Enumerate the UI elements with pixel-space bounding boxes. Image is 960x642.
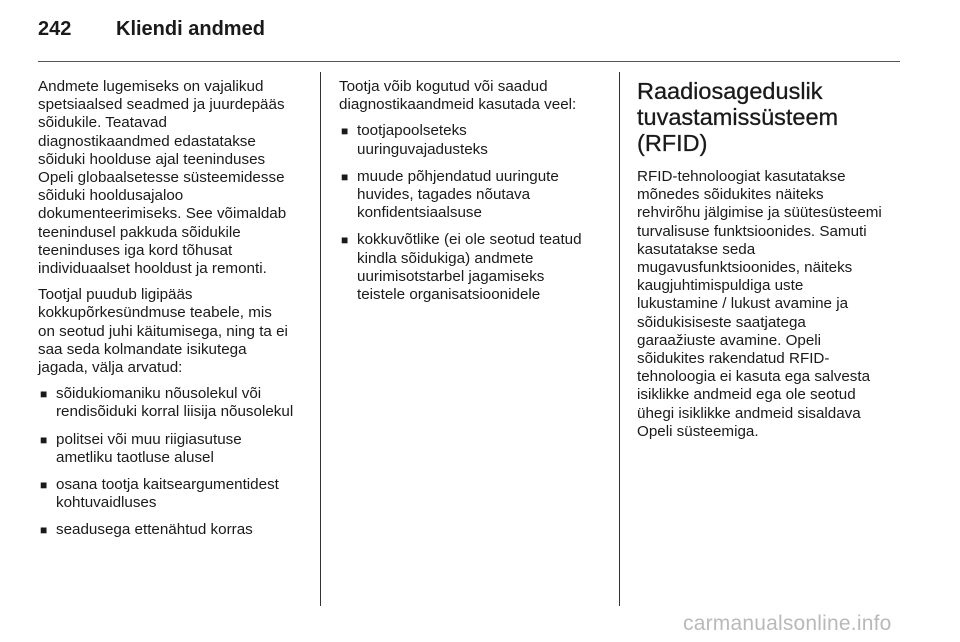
paragraph-diagnostics bbox=[38, 78, 306, 278]
text-line: mugavusfunktsioonides, näiteks bbox=[637, 259, 853, 277]
list-item bbox=[38, 431, 306, 467]
list-item-text bbox=[56, 521, 253, 538]
bullet-icon: ■ bbox=[341, 169, 349, 184]
list-item bbox=[38, 385, 306, 421]
column-1 bbox=[38, 78, 306, 549]
list-item bbox=[339, 168, 607, 223]
list-item bbox=[38, 521, 306, 539]
text-line: diagnostikaandmeid kasutada veel: bbox=[339, 96, 577, 114]
heading-rfid bbox=[637, 78, 905, 156]
text-line: tootjapoolseteks bbox=[357, 122, 467, 140]
text-line: kaugjuhtimispuldiga uste bbox=[637, 277, 804, 295]
list-item-text bbox=[357, 122, 488, 157]
text-line: teeninduses iga kord tõhusat bbox=[38, 241, 233, 259]
text-line: konfidentsiaalsuse bbox=[357, 204, 482, 222]
text-line: rehvirõhu jälgimise ja süütesüsteemi bbox=[637, 204, 882, 222]
text-line: seadusega ettenähtud korras bbox=[56, 521, 253, 539]
text-line: Opeli globaalsetesse süsteemidesse bbox=[38, 169, 285, 187]
text-line: uurimisotstarbel jagamiseks bbox=[357, 267, 545, 285]
list-item-text bbox=[56, 385, 293, 420]
text-line: teenindusel pakkuda sõidukile bbox=[38, 223, 241, 241]
bullet-icon: ■ bbox=[40, 523, 48, 538]
text-line: spetsiaalsed seadmed ja juurdepääs bbox=[38, 96, 285, 114]
list-exceptions bbox=[38, 385, 306, 539]
text-line: Andmete lugemiseks on vajalikud bbox=[38, 78, 264, 95]
section-title: Kliendi andmed bbox=[116, 18, 265, 40]
list-item-text bbox=[357, 231, 582, 303]
text-line: uuringuvajadusteks bbox=[357, 140, 488, 158]
bullet-icon: ■ bbox=[341, 233, 349, 248]
text-line: kokkupõrkesündmuse teabele, mis bbox=[38, 304, 272, 322]
list-item bbox=[339, 122, 607, 158]
text-line: sõidukile. Teatavad bbox=[38, 114, 167, 132]
text-line: Raadiosageduslik bbox=[637, 78, 823, 104]
text-line: muude põhjendatud uuringute bbox=[357, 167, 559, 185]
text-line: sõiduki hoolduse ajal teeninduses bbox=[38, 150, 266, 168]
list-item-text bbox=[56, 431, 242, 466]
text-line: turvalisuse funktsioonides. Samuti bbox=[637, 222, 867, 240]
text-line: ühegi isiklikke andmeid sisaldava bbox=[637, 404, 861, 422]
bullet-icon: ■ bbox=[341, 124, 349, 139]
watermark-text: carmanualsonline.info bbox=[683, 612, 892, 635]
text-line: kasutatakse seda bbox=[637, 240, 756, 258]
text-line: politsei või muu riigiasutuse bbox=[56, 430, 242, 448]
text-line: individuaalset hooldust ja remonti. bbox=[38, 260, 267, 278]
text-line: on seotud juhi käitumisega, ning ta ei bbox=[38, 322, 288, 340]
text-line: rendisõiduki korral liisija nõusolekul bbox=[56, 403, 294, 421]
text-line: tuvastamissüsteem (RFID) bbox=[637, 104, 839, 156]
text-line: garaažiuste avamine. Opeli bbox=[637, 331, 822, 349]
text-line: kindla sõidukiga) andmete bbox=[357, 249, 534, 267]
text-line: sõidukiomaniku nõusolekul või bbox=[56, 385, 262, 403]
text-line: tehnoloogia ei kasuta ega salvesta bbox=[637, 368, 871, 386]
column-3 bbox=[637, 78, 905, 449]
column-divider-2 bbox=[619, 72, 620, 606]
text-line: Tootjal puudub ligipääs bbox=[38, 286, 193, 304]
text-line: RFID-tehnoloogiat kasutatakse bbox=[637, 168, 846, 185]
text-line: Tootja võib kogutud või saadud bbox=[339, 78, 548, 95]
text-line: sõidukisiseste saatjatega bbox=[637, 313, 806, 331]
page-number: 242 bbox=[38, 18, 72, 40]
text-line: mõnedes sõidukites näiteks bbox=[637, 186, 824, 204]
paragraph-crash-data bbox=[38, 286, 306, 377]
bullet-icon: ■ bbox=[40, 432, 48, 447]
text-line: saa seda kolmandate isikutega bbox=[38, 340, 247, 358]
text-line: sõidukites rakendatud RFID- bbox=[637, 350, 830, 368]
list-item-text bbox=[56, 476, 279, 511]
text-line: huvides, tagades nõutava bbox=[357, 186, 531, 204]
text-line: osana tootja kaitseargumentidest bbox=[56, 476, 279, 494]
text-line: kohtuvaidluses bbox=[56, 494, 157, 512]
text-line: Opeli süsteemiga. bbox=[637, 422, 759, 440]
list-item-text bbox=[357, 168, 559, 221]
list-item bbox=[339, 231, 607, 304]
bullet-icon: ■ bbox=[40, 478, 48, 493]
column-divider-1 bbox=[320, 72, 321, 606]
text-line: jagada, välja arvatud: bbox=[38, 359, 183, 377]
text-line: ametliku taotluse alusel bbox=[56, 448, 214, 466]
paragraph-rfid bbox=[637, 168, 905, 441]
column-2 bbox=[339, 78, 607, 313]
text-line: dokumenteerimiseks. See võimaldab bbox=[38, 205, 287, 223]
text-line: lukustamine / lukust avamine ja bbox=[637, 295, 849, 313]
header-rule bbox=[38, 61, 900, 62]
text-line: kokkuvõtlike (ei ole seotud teatud bbox=[357, 231, 582, 249]
list-manufacturer-use bbox=[339, 122, 607, 304]
text-line: isiklikke andmeid ega ole seotud bbox=[637, 386, 856, 404]
text-line: sõiduki hooldusajaloo bbox=[38, 187, 184, 205]
text-line: diagnostikaandmed edastatakse bbox=[38, 132, 256, 150]
paragraph-manufacturer-use bbox=[339, 78, 607, 114]
text-line: teistele organisatsioonidele bbox=[357, 286, 541, 304]
list-item bbox=[38, 476, 306, 512]
bullet-icon: ■ bbox=[40, 387, 48, 402]
